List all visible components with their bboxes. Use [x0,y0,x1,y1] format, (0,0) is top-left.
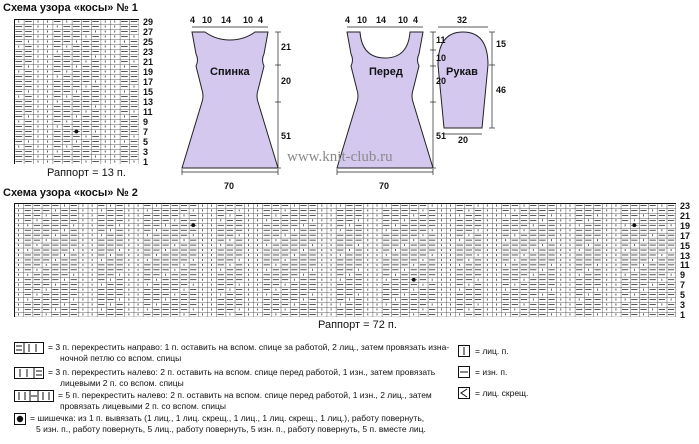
legend-cross-right-3-symbol [14,342,44,354]
back-height-2: 20 [281,76,292,86]
chart1-rapport: Раппорт = 13 п. [47,167,126,179]
legend-twisted-knit-label: = лиц. скрещ. [475,388,529,398]
legend-item-1-line2: ночной петлю со вспом. спицы [60,353,182,363]
chart2-row-number: 1 [680,309,686,320]
legend-item-2-line2: лицевыми 2 п. со вспом. спицы [60,378,184,388]
chart2-rapport: Раппорт = 72 п. [318,319,397,331]
chart1-row-numbers [141,17,155,167]
chart2-row-number: 23 [680,201,691,211]
legend-item-4-line2: 5 изн. п., работу повернуть, 5 лиц., работу повернуть, 5 изн. п., работу повернуть, 5 п. вместе лиц. [36,424,426,434]
chart2-row-number: 9 [680,270,686,281]
chart1-row-number: 3 [143,147,149,157]
front-height-3: 20 [436,76,447,86]
front-height-4: 51 [436,131,447,141]
back-top-width-5: 4 [258,15,264,25]
chart1-row-number: 17 [143,77,154,87]
sleeve-height-2: 46 [496,85,507,95]
back-height-1: 21 [281,42,292,52]
chart1-row-number: 5 [143,137,149,147]
chart1-row-number: 15 [143,87,154,97]
chart1-row-number: 11 [143,107,153,117]
chart2-row-number: 21 [680,210,691,221]
back-top-width-3: 14 [221,15,232,25]
chart1-row-number: 25 [143,37,154,47]
chart2-row-number: 7 [680,280,686,291]
back-top-width-1: 4 [190,15,196,25]
chart2-row-number: 17 [680,230,691,241]
sleeve-bottom-width: 20 [458,135,469,145]
chart1-row-number: 9 [143,117,149,127]
chart1-row-number: 21 [143,57,154,67]
back-top-width-4: 10 [243,15,254,25]
chart1-row-number: 7 [143,127,149,137]
front-height-2: 10 [436,53,447,63]
sleeve-top-width: 32 [457,15,468,25]
front-bottom-width: 70 [379,181,390,191]
chart2-row-number: 13 [680,250,691,261]
legend-bobble-symbol [14,413,26,425]
legend-cross-left-5-symbol [14,390,54,402]
chart1-row-number: 29 [143,17,154,27]
chart2-row-numbers [678,201,696,320]
chart2-row-number: 15 [680,240,691,251]
legend-item-3-line2: провязать лицевыми 2 п. со вспом. спицы [60,401,226,411]
sleeve-height-1: 15 [496,39,507,49]
watermark: www.knit-club.ru [287,149,393,165]
chart2-row-number: 11 [680,260,690,271]
chart2-row-number: 3 [680,300,686,310]
back-label: Спинка [210,66,250,78]
front-top-width-3: 14 [376,15,387,25]
chart1-grid [14,19,139,164]
legend-purl-label: = изн. п. [475,367,508,377]
chart2-row-number: 5 [680,290,686,301]
chart1-row-number: 13 [143,97,154,107]
chart2-title: Схема узора «косы» № 2 [3,187,138,199]
back-piece [182,27,281,175]
front-label: Перед [369,66,403,78]
front-top-width-5: 4 [413,15,419,25]
front-height-1: 11 [436,35,446,45]
sleeve-piece [438,27,495,134]
sleeve-label: Рукав [446,66,478,78]
chart1-title: Схема узора «косы» № 1 [3,2,138,14]
chart2-grid [14,203,676,317]
legend-item-3-line1: = 5 п. перекрестить налево: 2 п. оставить на вспом. спице перед работой, 1 изн., 2 лиц., затем [58,390,432,400]
back-top-width-2: 10 [202,15,213,25]
legend-purl-symbol [458,366,470,378]
chart1-row-number: 19 [143,67,154,77]
chart2-row-number: 19 [680,220,691,231]
legend-item-2-line1: = 3 п. перекрестить налево: 2 п. оставить на вспом. спице перед работой, 1 изн., затем провязать [48,367,436,377]
legend-knit-label: = лиц. п. [475,346,509,356]
front-top-width-2: 10 [357,15,368,25]
legend-twisted-knit-symbol [458,387,470,399]
chart1-row-number: 23 [143,47,154,57]
front-top-width-1: 4 [345,15,351,25]
garment-schematics [160,10,699,195]
legend-item-1-line1: = 3 п. перекрестить направо: 1 п. оставить на вспом. спице за работой, 2 лиц., затем провязать изна- [48,342,450,352]
front-top-width-4: 10 [398,15,409,25]
legend-item-4-line1: = шишечка: из 1 п. вывязать (1 лиц., 1 лиц. скрещ., 1 лиц., 1 лиц. скрещ., 1 лиц.), работу повернуть, [30,413,425,423]
back-bottom-width: 70 [224,181,235,191]
chart1-row-number: 27 [143,27,154,37]
chart1-row-number: 1 [143,157,149,167]
legend-cross-left-3-symbol [14,367,44,379]
legend-knit-symbol [458,345,470,357]
back-height-3: 51 [281,131,292,141]
